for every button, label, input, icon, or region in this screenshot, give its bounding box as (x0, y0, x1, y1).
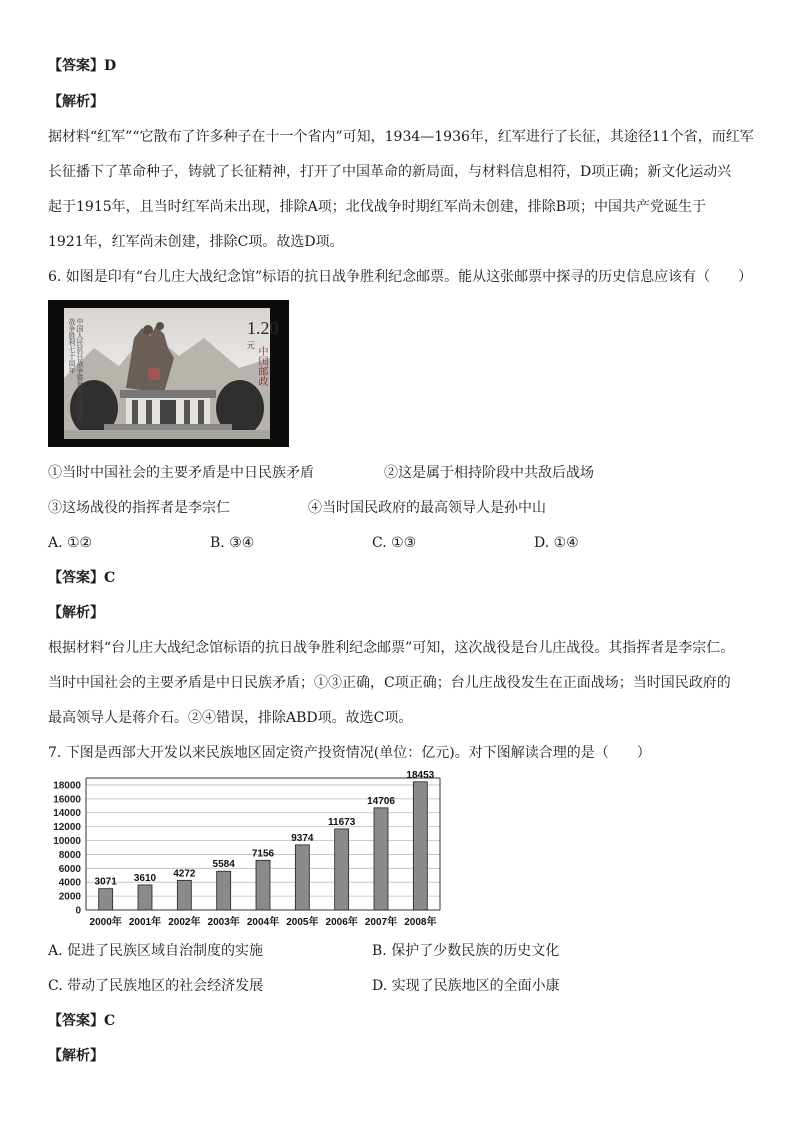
bar (177, 880, 191, 910)
q6-statement: ④当时国民政府的最高领导人是孙中山 (308, 500, 546, 516)
q7-option-b: B. 保护了少数民族的历史文化 (372, 943, 560, 959)
bar (374, 808, 388, 910)
x-tick-label: 2003年 (207, 917, 240, 928)
commemorative-stamp-image (48, 300, 289, 447)
q7-option-d: D. 实现了民族地区的全面小康 (372, 978, 560, 994)
bar-value-label: 4272 (173, 868, 196, 880)
x-tick-label: 2004年 (246, 917, 280, 928)
y-tick-label: 8000 (58, 849, 81, 861)
q7-stem: 7. 下图是西部大开发以来民族地区固定资产投资情况(单位：亿元)。对下图解读合理的是（ ） (48, 745, 651, 761)
q6-analysis-line: 当时中国社会的主要矛盾是中日民族矛盾；①③正确，C项正确；台儿庄战役发生在正面战场；当时国民政府的 (48, 675, 731, 691)
q7-option-c: C. 带动了民族地区的社会经济发展 (48, 978, 264, 994)
x-tick-label: 2008年 (404, 917, 437, 928)
bar-value-label: 3610 (133, 872, 157, 884)
bar (295, 845, 309, 910)
bar-value-label: 7156 (251, 848, 275, 860)
q6-option-b: B. ③④ (210, 535, 255, 551)
q6-option-c: C. ①③ (372, 535, 417, 551)
q5-answer: 【答案】D (48, 58, 117, 74)
y-tick-label: 4000 (58, 877, 81, 889)
y-tick-label: 12000 (53, 822, 81, 834)
q5-analysis-line: 起于1915年，且当时红军尚未出现，排除A项；北伐战争时期红军尚未创建，排除B项；中国共产党诞生于 (48, 199, 707, 215)
q6-option-d: D. ①④ (534, 535, 579, 551)
q7-option-a: A. 促进了民族区域自治制度的实施 (48, 943, 264, 959)
q7-analysis-label: 【解析】 (48, 1048, 104, 1064)
bar-value-label: 14706 (367, 795, 395, 807)
q6-option-a: A. ①② (48, 535, 93, 551)
q6-analysis-line: 最高领导人是蒋介石。②④错误，排除ABD项。故选C项。 (48, 710, 413, 726)
bar-value-label: 9374 (291, 832, 314, 844)
q5-analysis-line: 1921年，红军尚未创建，排除C项。故选D项。 (48, 234, 344, 250)
y-tick-label: 18000 (53, 780, 81, 792)
bar (413, 782, 427, 910)
stamp-price: $1.20^元$ (247, 318, 279, 350)
bar (138, 885, 152, 910)
q6-answer: 【答案】C (48, 570, 116, 586)
q6-stem: 6. 如图是印有“台儿庄大战纪念馆”标语的抗日战争胜利纪念邮票。能从这张邮票中探寻的历史信息应该有（ ） (48, 269, 753, 285)
q6-statement: ①当时中国社会的主要矛盾是中日民族矛盾 (48, 465, 314, 481)
x-tick-label: 2001年 (128, 917, 162, 928)
stamp-illustration (64, 308, 270, 439)
q5-analysis-line: 据材料“红军”“它散布了许多种子在十一个省内”可知，1934—1936年，红军进行了长征，其途径11个省，而红军 (48, 129, 754, 145)
x-tick-label: 2002年 (168, 917, 201, 928)
x-tick-label: 2007年 (364, 917, 398, 928)
q6-analysis-line: 根据材料“台儿庄大战纪念馆标语的抗日战争胜利纪念邮票”可知，这次战役是台儿庄战役。其指挥者是李宗仁。 (48, 640, 735, 656)
q6-statement: ③这场战役的指挥者是李宗仁 (48, 500, 230, 516)
bar (217, 871, 231, 910)
stamp-china-post-text: 中国邮政 (256, 346, 267, 386)
x-tick-label: 2006年 (325, 917, 358, 928)
x-tick-label: 2000年 (89, 917, 122, 928)
bar (256, 860, 270, 910)
y-tick-label: 6000 (58, 863, 81, 875)
bar-chart-svg (48, 769, 448, 932)
q5-analysis-label: 【解析】 (48, 94, 104, 110)
q6-analysis-label: 【解析】 (48, 605, 104, 621)
q6-statement: ②这是属于相持阶段中共敌后战场 (384, 465, 594, 481)
investment-bar-chart (48, 769, 448, 932)
y-tick-label: 14000 (53, 808, 81, 820)
stamp-picture (64, 308, 279, 439)
q5-analysis-line: 长征播下了革命种子，铸就了长征精神，打开了中国革命的新局面，与材料信息相符，D项正确；新文化运动兴 (48, 164, 732, 180)
bar (99, 889, 113, 910)
bar-value-label: 5584 (212, 859, 235, 871)
y-tick-label: 10000 (53, 836, 81, 848)
bar-value-label: 3071 (94, 876, 117, 888)
y-tick-label: 0 (75, 905, 81, 917)
y-tick-label: 16000 (53, 794, 81, 806)
bar-value-label: 11673 (328, 816, 356, 828)
q7-answer: 【答案】C (48, 1013, 116, 1029)
x-tick-label: 2005年 (286, 917, 319, 928)
bar (335, 829, 349, 910)
y-tick-label: 2000 (58, 891, 81, 903)
stamp-side-text: 中国人民抗日战争暨世界反法西斯战争胜利七十周年 (68, 318, 84, 423)
bar-value-label: 18453 (406, 769, 435, 781)
